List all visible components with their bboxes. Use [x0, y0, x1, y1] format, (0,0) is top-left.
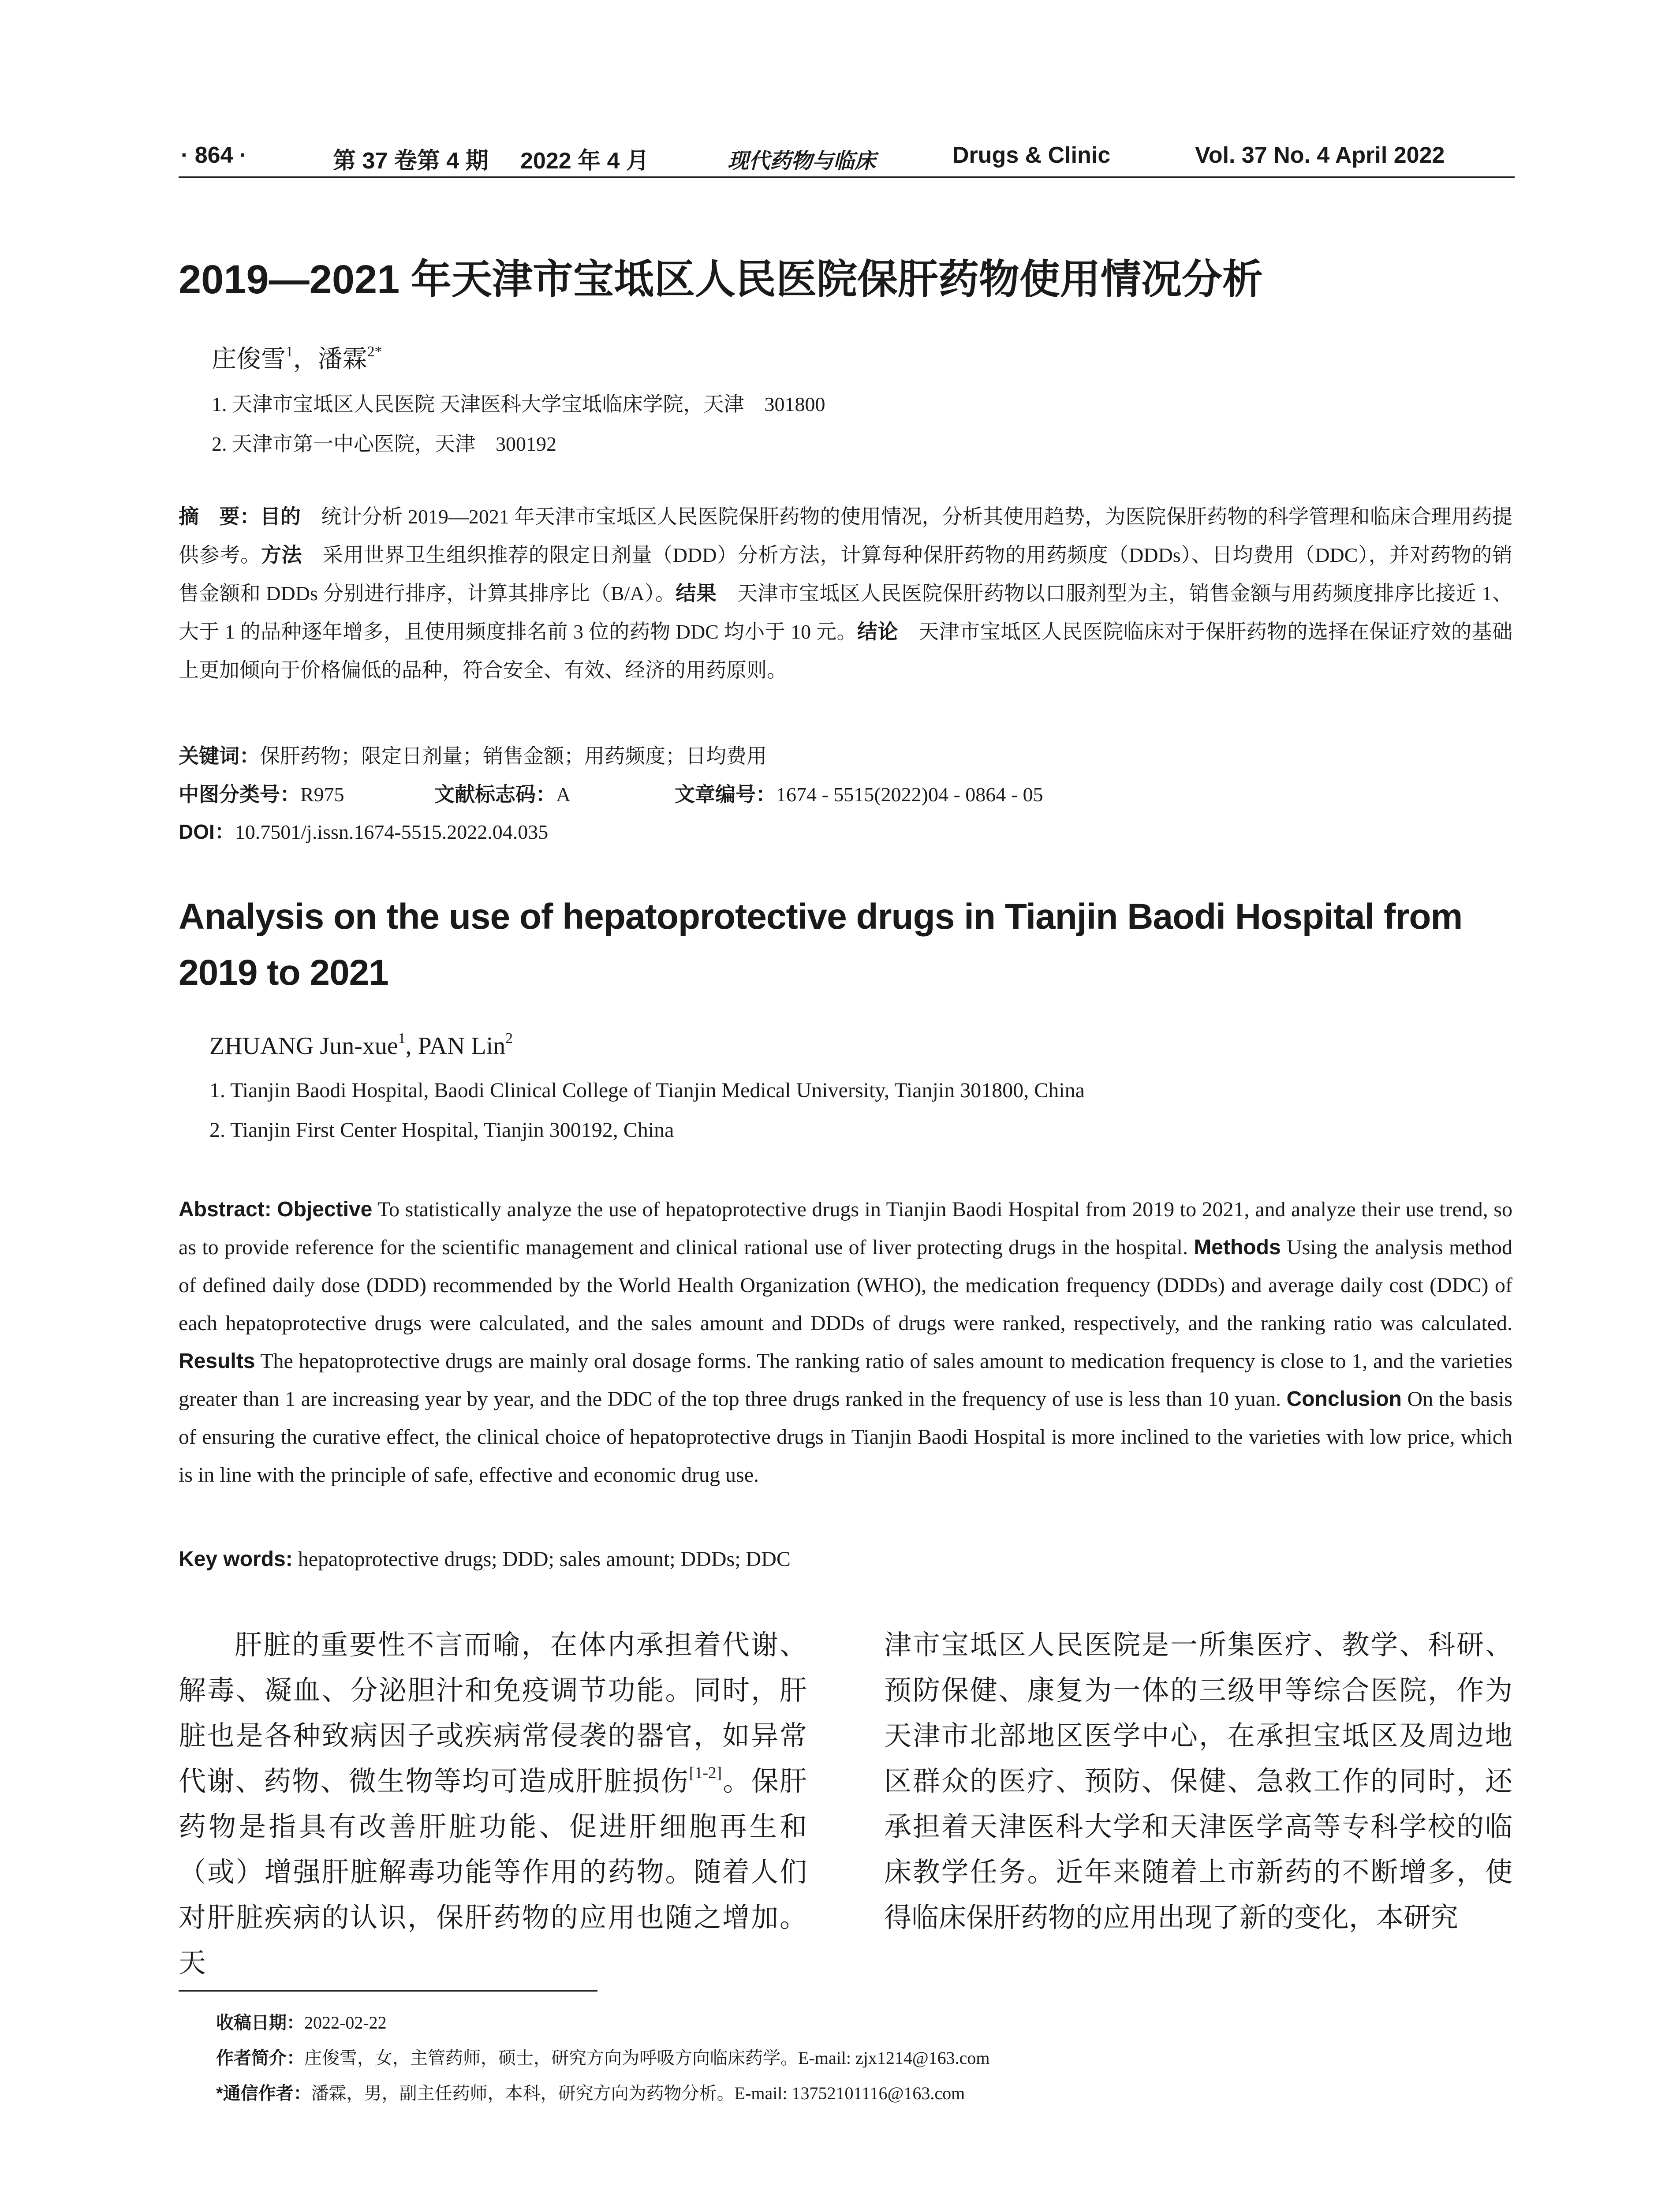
affiliation-1-cn: 1. 天津市宝坻区人民医院 天津医科大学宝坻临床学院，天津 301800	[212, 393, 825, 415]
keywords-label-cn: 关键词：	[179, 744, 260, 767]
body-column-right	[884, 1623, 1512, 1941]
objective-label-en: Objective	[277, 1198, 373, 1221]
keywords-cn	[179, 740, 767, 769]
body-right-text: 津市宝坻区人民医院是一所集医疗、教学、科研、预防保健、康复为一体的三级甲等综合医院，作为天津市北部地区医学中心，在承担宝坻区及周边地区群众的医疗、预防、保健、急救工作的同时，还承担着天津医科大学和天津医学高等专科学校的临床教学任务。近年来随着上市新药的不断增多，使得临床保肝药物的应用出现了新的变化，本研究	[884, 1630, 1512, 1933]
bio-label: 作者简介：	[216, 2048, 304, 2068]
journal-name-cn: 现代药物与临床	[728, 149, 876, 173]
affiliation-2-en: 2. Tianjin First Center Hospital, Tianjin 300192, China	[209, 1118, 674, 1142]
author-2-en: PAN Lin	[418, 1032, 506, 1060]
author-1-cn: 庄俊雪	[212, 346, 286, 373]
classification-line	[179, 778, 1043, 807]
objective-text-cn: 统计分析 2019—2021 年天津市宝坻区人民医院保肝药物的使用情况，分析其使用趋势，为医院保肝药物的科学管理和临床合理用药提供参考。	[179, 505, 1513, 566]
body-left-text-a: 肝脏的重要性不言而喻，在体内承担着代谢、解毒、凝血、分泌胆汁和免疫调节功能。同时，肝脏也是各种致病因子或疾病常侵袭的器官，如异常代谢、药物、微生物等均可造成肝脏损伤	[179, 1630, 807, 1797]
author-separator-en: ,	[405, 1032, 418, 1060]
abstract-en	[179, 1191, 1512, 1494]
footnote-corresponding	[216, 2079, 965, 2104]
results-text-cn: 天津市宝坻区人民医院保肝药物以口服剂型为主，销售金额与用药频度排序比接近 1、大于 1 的品种逐年增多，且使用频度排名前 3 位的药物 DDC 均小于 10 元。	[179, 582, 1513, 643]
keywords-text-en: hepatoprotective drugs; DDD; sales amount; DDDs; DDC	[292, 1547, 791, 1571]
doi-line	[179, 816, 548, 845]
corresponding-text: 潘霖，男，副主任药师，本科，研究方向为药物分析。E-mail: 13752101116@163.com	[311, 2083, 965, 2103]
authors-cn	[212, 340, 382, 375]
footnote-author-bio	[216, 2044, 990, 2069]
results-label-en: Results	[179, 1349, 255, 1373]
methods-label-en: Methods	[1194, 1236, 1281, 1259]
doi-value[interactable]: 10.7501/j.issn.1674-5515.2022.04.035	[235, 821, 549, 843]
doc-code-label: 文献标志码：	[434, 783, 556, 806]
keywords-en	[179, 1547, 791, 1571]
journal-name-en: Drugs & Clinic	[952, 142, 1111, 168]
clc-label: 中图分类号：	[179, 783, 300, 806]
objective-label-cn: 目的	[260, 505, 301, 528]
received-date: 2022-02-22	[304, 2013, 387, 2033]
results-label-cn: 结果	[676, 582, 717, 605]
methods-label-cn: 方法	[261, 543, 302, 566]
conclusion-text-cn: 天津市宝坻区人民医院临床对于保肝药物的选择在保证疗效的基础上更加倾向于价格偏低的品种，符合安全、有效、经济的用药原则。	[179, 620, 1513, 681]
results-text-en: The hepatoprotective drugs are mainly oral dosage forms. The ranking ratio of sales amount to medication frequency is close to 1, and the varieties greater than 1 are increasing year by year, and the DDC of the top three drugs ranked in the frequency of use is less than 10 yuan.	[179, 1349, 1512, 1411]
doi-label: DOI：	[179, 820, 235, 843]
body-left-text-b: 。保肝药物是指具有改善肝脏功能、促进肝细胞再生和（或）增强肝脏解毒功能等作用的药物。随着人们对肝脏疾病的认识，保肝药物的应用也随之增加。天	[179, 1767, 807, 1978]
clc-value: R975	[300, 783, 344, 806]
volume-issue-en: Vol. 37 No. 4 April 2022	[1195, 142, 1445, 168]
citation-ref[interactable]: [1-2]	[689, 1764, 722, 1783]
author-separator-cn: ，	[293, 346, 318, 373]
author-2-en-sup: 2	[505, 1030, 513, 1046]
objective-text-en: To statistically analyze the use of hepatoprotective drugs in Tianjin Baodi Hospital from 2019 to 2021, and analyze their use trend, so as to provide reference for the scientific management and clinical rational use of liver protecting drugs in the hospital.	[179, 1198, 1513, 1259]
title-cn: 2019—2021 年天津市宝坻区人民医院保肝药物使用情况分析	[179, 257, 1263, 302]
author-2-cn-sup: 2*	[367, 343, 382, 360]
keywords-text-cn: 保肝药物；限定日剂量；销售金额；用药频度；日均费用	[260, 745, 767, 767]
methods-text-cn: 采用世界卫生组织推荐的限定日剂量（DDD）分析方法，计算每种保肝药物的用药频度（DDDs）、日均费用（DDC），并对药物的销售金额和 DDDs 分别进行排序，计算其排序比（B/A）。	[179, 544, 1513, 605]
methods-text-en: Using the analysis method of defined daily dose (DDD) recommended by the World Health Organization (WHO), the medication frequency (DDDs) and average daily cost (DDC) of each hepatoprotective drugs were calculated, and the sales amount and DDDs of drugs were ranked, respectively, and the ranking ratio was calculated.	[179, 1236, 1513, 1335]
affiliation-1-en: 1. Tianjin Baodi Hospital, Baodi Clinical College of Tianjin Medical University, Tianjin 301800, China	[209, 1079, 1085, 1102]
authors-en	[209, 1032, 513, 1060]
conclusion-label-cn: 结论	[857, 620, 898, 643]
bio-text: 庄俊雪，女，主管药师，硕士，研究方向为呼吸方向临床药学。E-mail: zjx1214@163.com	[304, 2048, 990, 2068]
author-1-en: ZHUANG Jun-xue	[209, 1032, 398, 1060]
footnote-received	[216, 2009, 387, 2034]
received-label: 收稿日期：	[216, 2013, 304, 2033]
body-column-left	[179, 1623, 807, 1986]
corresponding-label: *通信作者：	[216, 2084, 311, 2103]
abstract-label-en: Abstract:	[179, 1198, 272, 1221]
header-rule	[179, 176, 1515, 178]
date-cn: 2022 年 4 月	[520, 148, 649, 174]
author-2-cn: 潘霖	[317, 346, 367, 373]
conclusion-label-en: Conclusion	[1286, 1387, 1402, 1411]
keywords-label-en: Key words:	[179, 1547, 293, 1571]
doc-code-value: A	[556, 783, 571, 806]
title-en: Analysis on the use of hepatoprotective drugs in Tianjin Baodi Hospital from 2019 to 2021	[179, 897, 1463, 993]
author-1-en-sup: 1	[398, 1030, 406, 1046]
article-no-value: 1674 - 5515(2022)04 - 0864 - 05	[776, 783, 1043, 806]
volume-issue-cn: 第 37 卷第 4 期	[333, 148, 489, 174]
author-1-cn-sup: 1	[286, 343, 293, 360]
conclusion-text-en: On the basis of ensuring the curative effect, the clinical choice of hepatoprotective drugs in Tianjin Baodi Hospital is more inclined to the varieties with low price, which is in line with the principle of safe, effective and economic drug use.	[179, 1387, 1512, 1487]
affiliation-2-cn: 2. 天津市第一中心医院，天津 300192	[212, 433, 556, 455]
page-number: · 864 ·	[181, 142, 247, 168]
abstract-label-cn: 摘 要：	[179, 505, 260, 528]
footnote-rule	[179, 1990, 597, 1992]
running-header	[181, 142, 1512, 174]
abstract-cn	[179, 497, 1512, 689]
article-no-label: 文章编号：	[675, 783, 776, 806]
